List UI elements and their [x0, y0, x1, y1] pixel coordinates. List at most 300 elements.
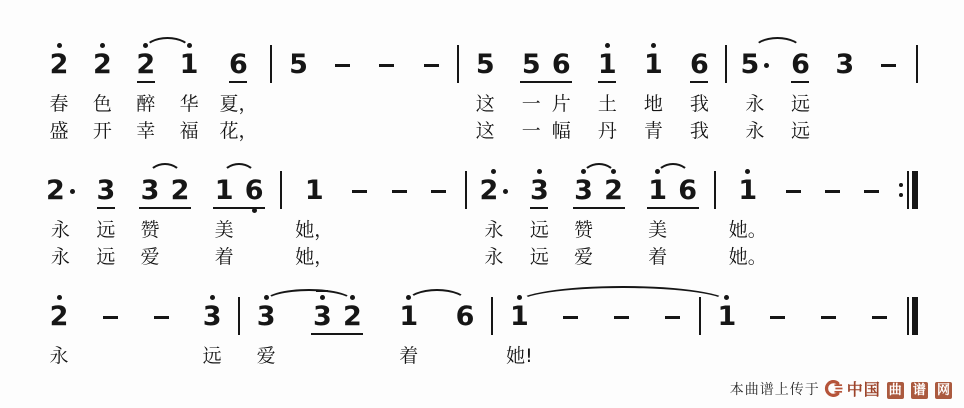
note-digit: 2 [49, 301, 69, 332]
digit-row [396, 302, 422, 332]
measure-3-4 [710, 286, 897, 368]
note-group [209, 160, 269, 269]
octave-down-row [480, 206, 509, 215]
note-cell [478, 160, 511, 269]
lyric-row [518, 116, 544, 143]
digit-row [167, 176, 193, 206]
lyric-row [133, 116, 159, 143]
lyric-row [714, 341, 740, 368]
tenuto-row [93, 160, 119, 167]
note-digit: 5 [475, 49, 495, 80]
digit-row [594, 50, 620, 80]
note-group [638, 34, 668, 143]
lyric-syllable: 她! [506, 345, 533, 367]
digit-row [425, 176, 451, 206]
lyric-row [309, 341, 335, 368]
tenuto-row [518, 34, 544, 41]
duration-dash [563, 316, 578, 319]
octave-down-row [876, 80, 902, 89]
measure-3-1 [42, 286, 229, 368]
lyric-syllable: 这 [475, 93, 495, 115]
tenuto-row [714, 286, 740, 293]
barline [714, 171, 716, 209]
note-group [416, 34, 446, 143]
thin-bar [907, 297, 909, 335]
note-cell [763, 286, 793, 368]
tenuto-row [780, 160, 806, 167]
lyric-row [472, 89, 498, 116]
octave-dot-above-icon [651, 43, 656, 48]
digit-row [675, 176, 701, 206]
tenuto-row [418, 34, 444, 41]
tenuto-row [765, 286, 791, 293]
octave-up-row [820, 167, 846, 176]
lyric-row [148, 341, 174, 368]
duration-dash [864, 190, 879, 193]
lyric-row [594, 89, 620, 116]
octave-down-row [660, 332, 686, 341]
lyric-row [740, 116, 769, 143]
lyric-row [137, 215, 163, 242]
note-group [478, 160, 511, 269]
digit-row [374, 50, 400, 80]
note-digit: 1 [597, 49, 617, 80]
duration-dash [821, 316, 836, 319]
note-digit: 2 [604, 175, 623, 206]
lyric-row [686, 89, 712, 116]
lyric-row [601, 215, 627, 242]
lyric-row [425, 215, 451, 242]
octave-down-row [176, 80, 202, 89]
lyric-row [167, 242, 193, 269]
digit-row [93, 176, 119, 206]
barline [465, 171, 467, 209]
note-cell [283, 34, 313, 143]
note-cell [44, 286, 74, 368]
note-group [778, 160, 808, 269]
augmentation-dot-icon [503, 189, 508, 194]
octave-down-row [506, 332, 533, 341]
tenuto-row [640, 34, 666, 41]
lyric-syllable: 赞 [140, 219, 160, 241]
lyric-syllable: 着 [214, 246, 234, 268]
tenuto-row [339, 286, 365, 293]
digit-row [660, 302, 686, 332]
measure-2-4 [725, 160, 889, 269]
site-logo-icon [824, 379, 843, 398]
lyric-row [787, 116, 813, 143]
octave-up-row [330, 41, 356, 50]
lyric-row [571, 215, 597, 242]
tenuto-row [859, 160, 885, 167]
lyric-row [686, 116, 712, 143]
lyric-row [347, 215, 373, 242]
digit-row [330, 50, 356, 80]
measure-2-3 [476, 160, 705, 269]
lyric-row [211, 242, 237, 269]
thin-bar [907, 171, 909, 209]
duration-dash [770, 316, 785, 319]
note-group [814, 286, 844, 368]
beam-underline [311, 333, 363, 335]
digit-row [787, 50, 813, 80]
note-cell [197, 286, 227, 368]
barline [270, 45, 272, 83]
note-cell [423, 160, 453, 269]
note-cell [293, 160, 335, 269]
note-digit: 6 [791, 49, 810, 80]
site-name-tile: 谱 [912, 382, 926, 398]
digit-row [347, 176, 373, 206]
digit-row [46, 302, 72, 332]
octave-down-row [89, 80, 115, 89]
lyric-row [176, 89, 202, 116]
site-name-tile: 网 [936, 382, 950, 398]
octave-down-row [46, 80, 72, 89]
lyric-syllable: 远 [529, 219, 549, 241]
note-cell [516, 34, 546, 143]
lyric-row [859, 215, 885, 242]
digit-row [452, 302, 478, 332]
octave-up-row [859, 167, 885, 176]
lyric-syllable: 她， [295, 219, 334, 241]
octave-down-row [386, 206, 412, 215]
note-digit: 6 [244, 175, 264, 206]
octave-up-row [97, 293, 123, 302]
octave-up-row [418, 41, 444, 50]
lyric-syllable: 永 [50, 219, 70, 241]
note-cell [546, 34, 576, 143]
note-digit: 6 [229, 49, 248, 80]
digit-row [176, 50, 202, 80]
digit-row [199, 302, 225, 332]
lyric-row [472, 116, 498, 143]
octave-dot-above-icon [210, 295, 215, 300]
tenuto-row [472, 34, 498, 41]
octave-up-row [816, 293, 842, 302]
lyric-row [46, 242, 75, 269]
lyric-syllable: 远 [790, 93, 810, 115]
note-cell [131, 34, 161, 143]
tenuto-row [97, 286, 123, 293]
note-digit: 6 [678, 175, 698, 206]
note-cell [673, 160, 703, 269]
lyric-row [675, 242, 701, 269]
digit-row [506, 302, 533, 332]
tenuto-row [285, 34, 311, 41]
beam-underline [598, 81, 616, 83]
note-digit: 2 [49, 49, 69, 80]
note-digit: 1 [717, 301, 737, 332]
lyric-row [526, 242, 552, 269]
staff-line-3 [42, 286, 918, 368]
note-digit: 1 [399, 301, 419, 332]
note-cell [146, 286, 176, 368]
lyric-syllable: 春 [49, 93, 69, 115]
octave-down-row [472, 80, 498, 89]
lyric-syllable: 夏， [219, 93, 258, 115]
note-cell [44, 34, 74, 143]
digit-row [558, 302, 584, 332]
note-group [217, 34, 259, 143]
note-group [785, 34, 815, 143]
note-group [569, 160, 629, 269]
note-group [44, 34, 74, 143]
tenuto-row [548, 34, 574, 41]
tenuto-row [199, 286, 225, 293]
note-cell [135, 160, 165, 269]
digit-row [640, 50, 666, 80]
octave-down-row [859, 206, 885, 215]
tenuto-row [816, 286, 842, 293]
note-digit: 3 [256, 301, 276, 332]
lyric-syllable: 华 [179, 93, 199, 115]
octave-down-row [148, 332, 174, 341]
digit-row [820, 176, 846, 206]
note-cell [814, 286, 844, 368]
duration-dash [103, 316, 118, 319]
beam-underline [213, 207, 265, 209]
barline [280, 171, 282, 209]
note-digit: 2 [136, 49, 156, 80]
lyric-row [729, 215, 767, 242]
note-cell [87, 34, 117, 143]
lyric-row [518, 89, 544, 116]
note-group [91, 160, 121, 269]
octave-up-row [765, 293, 791, 302]
digit-row [601, 176, 627, 206]
duration-dash [872, 316, 887, 319]
note-cell [684, 34, 714, 143]
lyric-row [199, 341, 225, 368]
note-digit: 2 [170, 175, 190, 206]
digit-row [418, 50, 444, 80]
octave-dot-above-icon [57, 295, 62, 300]
measure-1-3 [468, 34, 716, 143]
repeat-dots [899, 171, 903, 209]
lyric-syllable: 远 [529, 246, 549, 268]
tenuto-row [347, 160, 373, 167]
tenuto-row [594, 34, 620, 41]
note-cell [818, 160, 848, 269]
lyric-row [386, 242, 412, 269]
repeat-dot-icon [899, 193, 903, 197]
digit-row [133, 50, 159, 80]
lyric-row [347, 242, 373, 269]
octave-down-row [816, 332, 842, 341]
lyric-syllable: 永 [745, 93, 765, 115]
lyric-syllable: 这 [475, 120, 495, 142]
thick-bar [912, 297, 918, 335]
site-name-tile: 曲 [888, 382, 902, 398]
tenuto-row [832, 34, 858, 41]
note-cell [174, 34, 204, 143]
repeat-dot-icon [899, 183, 903, 187]
digit-row [339, 302, 365, 332]
note-cell [643, 160, 673, 269]
octave-up-row [780, 167, 806, 176]
note-group [865, 286, 895, 368]
octave-dot-above-icon [745, 169, 750, 174]
lyric-row [640, 116, 666, 143]
note-cell [569, 160, 599, 269]
octave-down-row [558, 332, 584, 341]
lyric-syllable: 着 [648, 246, 668, 268]
octave-up-row [876, 41, 902, 50]
lyric-row [609, 341, 635, 368]
digit-row [137, 176, 163, 206]
tenuto-row [820, 160, 846, 167]
lyric-row [219, 89, 257, 116]
lyric-row [137, 242, 163, 269]
octave-up-row [374, 41, 400, 50]
note-group [738, 34, 771, 143]
octave-down-row [374, 80, 400, 89]
lyric-row [386, 215, 412, 242]
digit-row [548, 50, 574, 80]
digit-row [859, 176, 885, 206]
duration-dash [335, 64, 350, 67]
octave-down-row [765, 332, 791, 341]
tenuto-row [330, 34, 356, 41]
lyric-row [253, 341, 279, 368]
lyric-row [418, 116, 444, 143]
tenuto-row [729, 160, 767, 167]
note-group [328, 34, 358, 143]
beam-underline [791, 81, 809, 83]
lyric-syllable: 片 [551, 93, 571, 115]
lyric-row [133, 89, 159, 116]
digit-row [219, 50, 257, 80]
note-cell [416, 34, 446, 143]
octave-down-row [199, 332, 225, 341]
lyric-syllable: 美 [214, 219, 234, 241]
digit-row [832, 50, 858, 80]
lyric-row [660, 341, 686, 368]
note-cell [372, 34, 402, 143]
digit-row [285, 50, 311, 80]
note-group [818, 160, 848, 269]
tenuto-row [148, 286, 174, 293]
octave-up-row [386, 167, 412, 176]
lyric-row [241, 215, 267, 242]
lyric-row [820, 215, 846, 242]
lyric-syllable: 我 [689, 93, 709, 115]
octave-down-row [425, 206, 451, 215]
digit-row [816, 302, 842, 332]
note-digit: 2 [46, 175, 65, 206]
note-cell [778, 160, 808, 269]
note-cell [345, 160, 375, 269]
lyric-row [526, 215, 552, 242]
digit-row [241, 176, 267, 206]
lyric-row [548, 89, 574, 116]
lyric-syllable: 她。 [728, 246, 767, 268]
octave-down-row [780, 206, 806, 215]
note-digit: 3 [574, 175, 593, 206]
note-group [146, 286, 176, 368]
digit-row [295, 176, 333, 206]
duration-dash [154, 316, 169, 319]
note-digit: 2 [92, 49, 112, 80]
final-barline [907, 297, 918, 335]
note-digit: 3 [202, 301, 222, 332]
lyric-syllable: 一 [521, 93, 541, 115]
lyric-row [780, 242, 806, 269]
lyric-row [452, 341, 478, 368]
digit-row [867, 302, 893, 332]
note-digit: 3 [530, 175, 549, 206]
lyric-row [330, 89, 356, 116]
note-group [684, 34, 714, 143]
measure-2-2 [291, 160, 455, 269]
tenuto-row [46, 286, 72, 293]
octave-up-row [148, 293, 174, 302]
lyric-row [295, 242, 333, 269]
note-cell [217, 34, 259, 143]
lyric-row [729, 242, 767, 269]
digit-row [309, 302, 335, 332]
beam-underline [229, 81, 247, 83]
lyric-syllable: 色 [92, 93, 112, 115]
tenuto-row [46, 34, 72, 41]
lyric-syllable: 盛 [49, 120, 69, 142]
lyric-row [93, 242, 119, 269]
lyric-row [89, 89, 115, 116]
lyric-syllable: 她。 [728, 219, 767, 241]
end-barline [916, 45, 918, 83]
note-digit: 3 [140, 175, 160, 206]
digit-row [645, 176, 671, 206]
note-group [44, 286, 74, 368]
note-group [95, 286, 125, 368]
octave-down-row [714, 332, 740, 341]
note-digit: 6 [551, 49, 571, 80]
tenuto-row [46, 160, 75, 167]
lyric-syllable: 地 [643, 93, 663, 115]
lyric-syllable: 花， [219, 120, 258, 142]
note-cell [638, 34, 668, 143]
octave-down-row [253, 332, 279, 341]
octave-down-row [609, 332, 635, 341]
note-cell [785, 34, 815, 143]
note-group [174, 34, 204, 143]
octave-down-row [295, 206, 333, 215]
note-digit: 5 [740, 49, 760, 80]
digit-row [518, 50, 544, 80]
note-digit: 1 [509, 301, 529, 332]
note-group [857, 160, 887, 269]
note-group [524, 160, 554, 269]
note-cell [328, 34, 358, 143]
note-group [516, 34, 576, 143]
note-group [87, 34, 117, 143]
note-cell [384, 160, 414, 269]
duration-dash [352, 190, 367, 193]
site-name-tiles [885, 379, 952, 399]
note-digit: 2 [479, 175, 499, 206]
tenuto-row [686, 34, 712, 41]
lyric-syllable: 福 [179, 120, 199, 142]
note-group [423, 160, 453, 269]
lyric-row [765, 341, 791, 368]
octave-down-row [46, 206, 75, 215]
tenuto-row [374, 34, 400, 41]
digit-row [480, 176, 509, 206]
thick-bar [912, 171, 918, 209]
duration-dash [424, 64, 439, 67]
tenuto-row [506, 286, 533, 293]
